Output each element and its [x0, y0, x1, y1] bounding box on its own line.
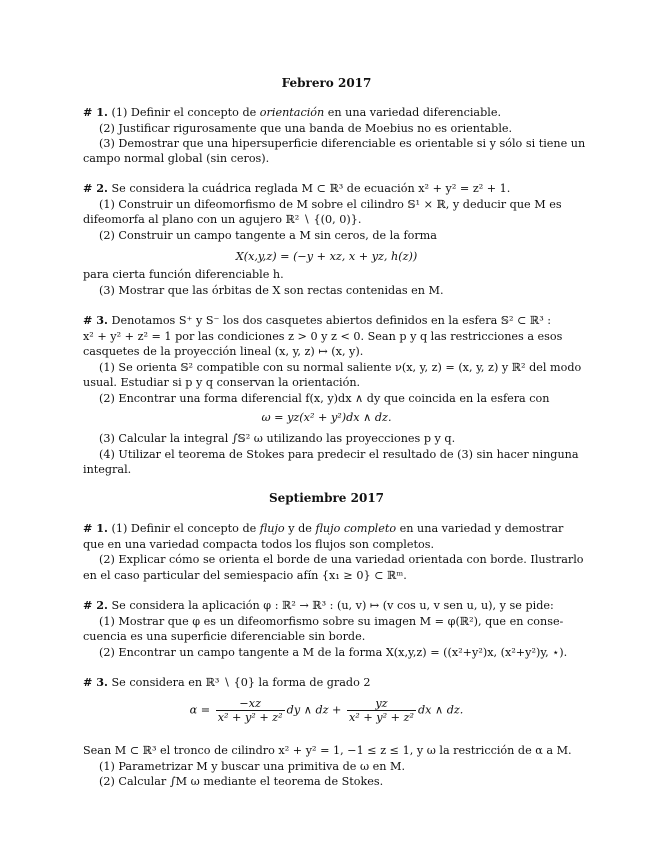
sep-problem-3-line-2: Sean M ⊂ ℝ³ el tronco de cilindro x² + y² = 1, −1 ≤ z ≤ 1, y ω la restricción de α a M.	[83, 744, 572, 757]
feb-problem-2-line-1	[83, 181, 570, 197]
feb-problem-2-line-4: (2) Construir un campo tangente a M sin ceros, de la forma	[99, 229, 437, 242]
feb-problem-1-line-4: campo normal global (sin ceros).	[83, 152, 270, 165]
text: (1) Definir el concepto de	[111, 106, 260, 119]
feb-problem-1-line-1	[83, 105, 570, 121]
text: (1) Definir el concepto de	[111, 522, 260, 535]
feb-problem-3-line-5: usual. Estudiar si p y q conservan la orientación.	[83, 376, 361, 389]
fraction-2	[347, 697, 416, 724]
feb-problem-2-equation: X(x,y,z) = (−y + xz, x + yz, h(z))	[235, 250, 418, 263]
feb-problem-2-line-5: para cierta función diferenciable h.	[83, 268, 284, 281]
feb-problem-3-line-8: (4) Utilizar el teorema de Stokes para predecir el resultado de (3) sin hacer ninguna	[99, 448, 579, 461]
section-title-febrero: Febrero 2017	[281, 76, 372, 90]
feb-problem-3-equation: ω = yz(x² + y²)dx ∧ dz.	[261, 411, 392, 424]
sep-problem-2-line-1	[83, 598, 570, 614]
feb-problem-3-line-9: integral.	[83, 463, 132, 476]
sep-problem-1-line-3: (2) Explicar cómo se orienta el borde de una variedad orientada con borde. Ilustrarlo	[99, 553, 584, 566]
sep-problem-3-line-4: (2) Calcular ∫M ω mediante el teorema de Stokes.	[99, 775, 384, 788]
text: Se considera en ℝ³ ∖ {0} la forma de grado 2	[111, 676, 371, 689]
sep-problem-2-line-2: (1) Mostrar que φ es un difeomorfismo sobre su imagen M = φ(ℝ²), que en conse-	[99, 615, 564, 628]
text: en una variedad diferenciable.	[324, 106, 502, 119]
section-title-septiembre: Septiembre 2017	[268, 491, 385, 505]
feb-problem-2-line-6: (3) Mostrar que las órbitas de X son rectas contenidas en M.	[99, 284, 444, 297]
problem-number: # 2.	[83, 598, 108, 612]
sep-problem-3-equation	[83, 697, 570, 724]
problem-number: # 1.	[83, 105, 108, 119]
sep-problem-3-line-1	[83, 675, 570, 691]
text: Se considera la aplicación φ : ℝ² → ℝ³ : (u, v) ↦ (v cos u, v sen u, u), y se pide:	[111, 599, 554, 612]
text: Denotamos S⁺ y S⁻ los dos casquetes abiertos definidos en la esfera 𝕊² ⊂ ℝ³ :	[111, 314, 552, 327]
numerator: yz	[347, 697, 416, 711]
sep-problem-1-line-4: en el caso particular del semiespacio afín {x₁ ≥ 0} ⊂ ℝᵐ.	[83, 569, 407, 582]
problem-number: # 2.	[83, 181, 108, 195]
problem-number: # 1.	[83, 521, 108, 535]
text: en una variedad y demostrar	[396, 522, 564, 535]
eq-middle: dy ∧ dz +	[286, 703, 342, 717]
feb-problem-3-line-1	[83, 313, 570, 329]
feb-problem-2-line-2: (1) Construir un difeomorfismo de M sobre el cilindro 𝕊¹ × ℝ, y deducir que M es	[99, 198, 562, 211]
eq-lhs: α =	[189, 703, 211, 717]
sep-problem-2-line-3: cuencia es una superficie diferenciable sin borde.	[83, 630, 366, 643]
feb-problem-3-line-2: x² + y² + z² = 1 por las condiciones z > 0 y z < 0. Sean p y q las restricciones a esos	[83, 330, 563, 343]
feb-problem-1-line-2: (2) Justificar rigurosamente que una banda de Moebius no es orientable.	[99, 122, 513, 135]
feb-problem-1-line-3: (3) Demostrar que una hipersuperficie diferenciable es orientable si y sólo si tiene un	[99, 137, 586, 150]
problem-number: # 3.	[83, 313, 108, 327]
denominator: x² + y² + z²	[349, 711, 414, 724]
sep-problem-3-line-3: (1) Parametrizar M y buscar una primitiva de ω en M.	[99, 760, 406, 773]
text: Se considera la cuádrica reglada M ⊂ ℝ³ de ecuación x² + y² = z² + 1.	[111, 182, 511, 195]
emphasis: flujo completo	[315, 522, 397, 535]
numerator: −xz	[216, 697, 285, 711]
text: y de	[284, 522, 316, 535]
emphasis: flujo	[259, 522, 285, 535]
feb-problem-3-line-3: casquetes de la proyección lineal (x, y, z) ↦ (x, y).	[83, 345, 364, 358]
feb-problem-3-line-4: (1) Se orienta 𝕊² compatible con su normal saliente ν(x, y, z) = (x, y, z) y ℝ² del modo	[99, 361, 582, 374]
sep-problem-1-line-2: que en una variedad compacta todos los flujos son completos.	[83, 538, 435, 551]
problem-number: # 3.	[83, 675, 108, 689]
feb-problem-3-line-7: (3) Calcular la integral ∫𝕊² ω utilizando las proyecciones p y q.	[99, 432, 456, 445]
feb-problem-2-line-3: difeomorfa al plano con un agujero ℝ² ∖ {(0, 0)}.	[83, 213, 362, 226]
emphasis: orientación	[259, 106, 325, 119]
feb-problem-3-line-6: (2) Encontrar una forma diferencial f(x, y)dx ∧ dy que coincida en la esfera con	[99, 392, 550, 405]
fraction-1	[216, 697, 285, 724]
denominator: x² + y² + z²	[217, 711, 283, 724]
sep-problem-2-line-4: (2) Encontrar un campo tangente a M de la forma X(x,y,z) = ((x²+y²)x, (x²+y²)y, ⋆).	[99, 646, 568, 659]
eq-end: dx ∧ dz.	[417, 703, 464, 717]
sep-problem-1-line-1	[83, 521, 570, 537]
